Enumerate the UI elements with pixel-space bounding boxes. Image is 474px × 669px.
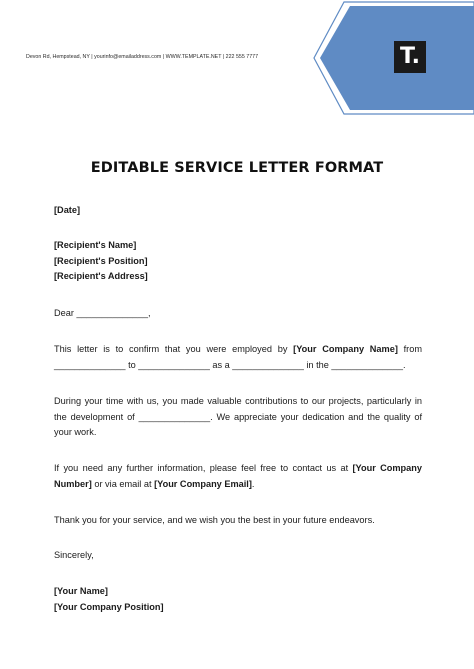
para3-pre: If you need any further information, please feel free to contact us at	[54, 463, 353, 473]
document-title: EDITABLE SERVICE LETTER FORMAT	[90, 160, 384, 176]
paragraph-1-line-2: ______________ to ______________ as a ______________ in the ______________.	[54, 359, 406, 370]
contact-info: Devon Rd, Hempstead, NY | yourinfo@emailaddress.com | WWW.TEMPLATE.NET | 222 555 7777	[26, 54, 259, 60]
recipient-block	[54, 238, 422, 285]
para3-post: .	[251, 478, 255, 489]
paragraph-1-line-1	[54, 342, 422, 358]
paragraph-2	[54, 394, 422, 441]
paragraph-4-text: Thank you for your service, and we wish you the best in your future endeavors.	[54, 515, 375, 525]
company-name: [Your Company Name]	[293, 344, 398, 354]
signature-block	[54, 584, 422, 615]
recipient-position: [Recipient's Position]	[54, 255, 148, 266]
paragraph-2-line-3: your work.	[54, 427, 97, 437]
company-number: [Your Company Number]	[54, 463, 423, 489]
para1-post: from	[397, 344, 422, 354]
signature-name: [Your Name]	[54, 586, 108, 596]
paragraph-2-line-2: the development of ______________. We appreciate your dedication and the quality of	[54, 411, 422, 422]
recipient-name: [Recipient's Name]	[54, 240, 137, 250]
salutation	[54, 306, 422, 322]
para1-pre: This letter is to confirm that you were employed by	[54, 344, 294, 354]
closing	[54, 548, 422, 564]
para3-mid: or via email at	[91, 478, 155, 489]
date-line	[54, 203, 422, 219]
paragraph-1	[54, 342, 422, 373]
closing-text: Sincerely,	[54, 550, 94, 560]
recipient-address: [Recipient's Address]	[54, 271, 148, 281]
company-email: [Your Company Email]	[154, 478, 252, 489]
company-logo: T.	[394, 41, 426, 73]
paragraph-4	[54, 513, 422, 529]
paragraph-3-text	[54, 461, 422, 492]
date: [Date]	[54, 205, 81, 215]
paragraph-3	[54, 461, 422, 492]
salutation-text: Dear ______________,	[54, 308, 151, 318]
signature-position: [Your Company Position]	[54, 601, 164, 612]
paragraph-2-line-1: During your time with us, you made valuable contributions to our projects, particularly in	[54, 396, 422, 406]
